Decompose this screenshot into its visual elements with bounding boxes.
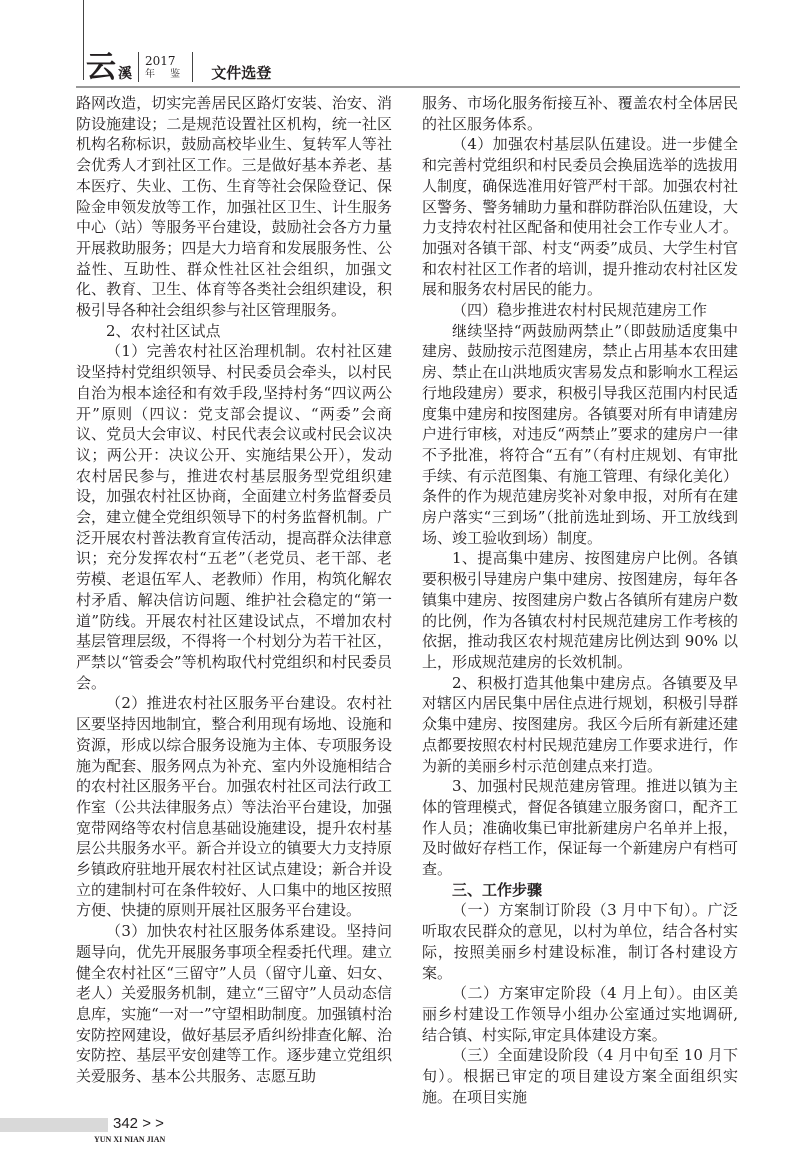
paragraph: 服务、市场化服务衔接互补、覆盖农村全体居民的社区服务体系。 <box>422 94 738 133</box>
right-column <box>422 93 738 1107</box>
paragraph: （4）加强农村基层队伍建设。进一步健全和完善村党组织和村民委员会换届选举的选拔用人制度，确保选准用好管严村干部。加强农村社区警务、警务辅助力量和群防群治队伍建设，大力支持农村社区配备和使用社会工作专业人才。加强对各镇干部、村支“两委”成员、大学生村官和农村社区工作者的培训，提升推动农村社区发展和服务农村居民的能力。 <box>422 135 738 299</box>
subheading: 2、农村社区试点 <box>106 321 221 340</box>
logo-char-yun: 云 <box>86 50 116 85</box>
paragraph: 2、积极打造其他集中建房点。各镇要及早对辖区内居民集中居住点进行规划，积极引导群众集中建房、按图建房。我区今后所有新建还建点都要按照农村村民规范建房工作要求进行，作为新的美丽乡村示范创建点来打造。 <box>422 673 738 775</box>
section-heading: 三、工作步骤 <box>452 880 543 899</box>
page-footer <box>0 1115 805 1165</box>
paragraph: （一）方案制订阶段（3 月中下旬）。广泛听取农民群众的意见，以村为单位，结合各村实际，按照美丽乡村建设标准，制订各村建设方案。 <box>422 901 738 982</box>
paragraph: （2）推进农村社区服务平台建设。农村社区要坚持因地制宜，整合利用现有场地、设施和资源，形成以综合服务设施为主体、专项服务设施为配套、服务网点为补充、室内外设施相结合的农村社区服务平台。加强农村社区司法行政工作室（公共法律服务点）等法治平台建设，加强宽带网络等农村信息基础设施建设，提升农村基层公共服务水平。新合并设立的镇要大力支持原乡镇政府驻地开展农村社区试点建设；新合并设立的建制村可在条件较好、人口集中的地区按照方便、快捷的原则开展社区服务平台建设。 <box>76 694 392 920</box>
paragraph: （3）加快农村社区服务体系建设。坚持问题导向，优先开展服务事项全程委托代理。建立健全农村社区“三留守”人员（留守儿童、妇女、老人）关爱服务机制，建立“三留守”人员动态信息库，实施“一对一”守望相助制度。加强镇村治安防控网建设，做好基层矛盾纠纷排查化解、治安防控、基层平安创建等工作。逐步建立党组织关爱服务、基本公共服务、志愿互助 <box>76 922 392 1086</box>
paragraph: （1）完善农村社区治理机制。农村社区建设坚持村党组织领导、村民委员会牵头，以村民自治为根本途径和有效手段,坚持村务“四议两公开”原则（四议：党支部会提议、“两委”会商议、党员大会审议、村民代表会议或村民会议决议；两公开：决议公开、实施结果公开），发动农村居民参与，推进农村基层服务型党组织建设，加强农村社区协商，全面建立村务监督委员会，建立健全党组织领导下的村务监督机制。广泛开展农村普法教育宣传活动，提高群众法律意识；充分发挥农村“五老”（老党员、老干部、老劳模、老退伍军人、老教师）作用，构筑化解农村矛盾、解决信访问题、维护社会稳定的“第一道”防线。开展农村社区建设试点，不增加农村基层管理层级，不得将一个村划分为若干社区，严禁以“管委会”等机构取代村党组织和村民委员会。 <box>76 342 392 692</box>
paragraph: （三）全面建设阶段（4 月中旬至 10 月下旬）。根据已审定的项目建设方案全面组织实施。在项目实施 <box>422 1046 738 1106</box>
section-title: 文件选登 <box>211 64 272 82</box>
footer-bar <box>0 1118 108 1132</box>
paragraph: 路网改造，切实完善居民区路灯安装、治安、消防设施建设；二是规范设置社区机构，统一社区机构名称标识，鼓励高校毕业生、复转军人等社会优秀人才到社区工作。三是做好基本养老、基本医疗、失业、工伤、生育等社会保险登记、保险金申领发放等工作，加强社区卫生、计生服务中心（站）等服务平台建设，鼓励社会各方力量开展救助服务；四是大力培育和发展服务性、公益性、互助性、群众性社区社会组织，加强文化、教育、卫生、体育等各类社会组织建设，积极引导各种社会组织参与社区管理服务。 <box>76 94 392 320</box>
left-column <box>76 93 392 1087</box>
yearbook-text: 年 鉴 <box>145 69 187 80</box>
paragraph: 继续坚持“两鼓励两禁止”（即鼓励适度集中建房、鼓励按示范图建房，禁止占用基本农田建房、禁止在山洪地质灾害易发点和影响水工程运行地段建房）要求，积极引导我区范围内村民适度集中建房和按图建房。各镇要对所有申请建房户进行审核，对违反“两禁止”要求的建房户一律不予批准，将符合“五有”（有村庄规划、有审批手续、有示范图集、有施工管理、有绿化美化）条件的作为规范建房奖补对象申报，对所有在建房户落实“三到场”（批前选址到场、开工放线到场、竣工验收到场）制度。 <box>422 321 738 547</box>
paragraph: 3、加强村民规范建房管理。推进以镇为主体的管理模式，督促各镇建立服务窗口，配齐工作人员；准确收集已审批新建房户名单并上报，及时做好存档工作，保证每一个新建房户有档可查。 <box>422 777 738 879</box>
page-number: 342 > > <box>113 1115 164 1133</box>
paragraph: 1、提高集中建房、按图建房户比例。各镇要积极引导建房户集中建房、按图建房，每年各镇集中建房、按图建房户数占各镇所有建房户数的比例，作为各镇农村村民规范建房工作考核的依据，推动我区农村规范建房比例达到 90% 以上，形成规范建房的长效机制。 <box>422 549 738 671</box>
year: 2017 <box>145 54 176 68</box>
logo-char-xi: 溪 <box>118 66 132 82</box>
paragraph: （二）方案审定阶段（4 月上旬）。由区美丽乡村建设工作领导小组办公室通过实地调研,结合镇、村实际,审定具体建设方案。 <box>422 984 738 1044</box>
subheading: （四）稳步推进农村村民规范建房工作 <box>452 301 708 320</box>
footer-pinyin: YUN XI NIAN JIAN <box>94 1135 166 1145</box>
